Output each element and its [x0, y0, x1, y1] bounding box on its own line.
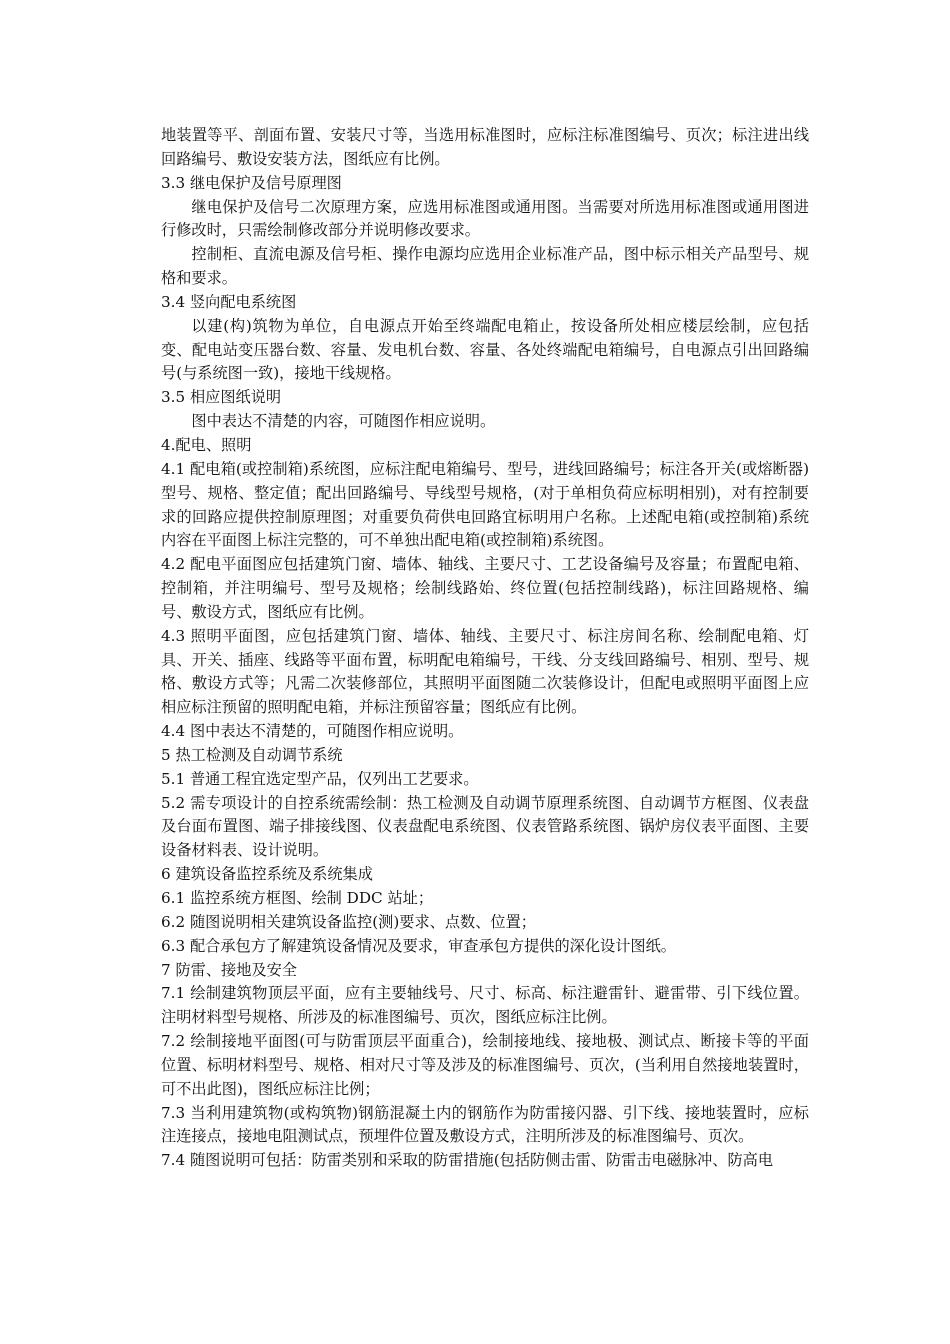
- section-heading: 6 建筑设备监控系统及系统集成: [161, 865, 373, 884]
- paragraph: 继电保护及信号二次原理方案，应选用标准图或通用图。当需要对所选用标准图或通用图进行修改时，只需绘制修改部分并说明修改要求。: [161, 197, 809, 240]
- paragraph: 6.1 监控系统方框图、绘制 DDC 站址；: [161, 889, 434, 907]
- section-heading: 7 防雷、接地及安全: [161, 960, 297, 979]
- paragraph: 以建(构)筑物为单位，自电源点开始至终端配电箱止，按设备所处相应楼层绘制，应包括变、配电站变压器台数、容量、发电机台数、容量、各处终端配电箱编号，自电源点引出回路编号(与系统图一致)，接地干线规格。: [161, 316, 809, 383]
- section-heading: 5 热工检测及自动调节系统: [161, 745, 343, 764]
- paragraph: 4.3 照明平面图，应包括建筑门窗、墙体、轴线、主要尺寸、标注房间名称、绘制配电箱、灯具、开关、插座、线路等平面布置，标明配电箱编号，干线、分支线回路编号、相别、型号、规格、敷设方式等；凡需二次装修部位，其照明平面图随二次装修设计，但配电或照明平面图上应相应标注预留的照明配电箱，并标注预留容量；图纸应有比例。: [161, 626, 809, 717]
- paragraph: 4.1 配电箱(或控制箱)系统图，应标注配电箱编号、型号，进线回路编号；标注各开关(或熔断器)型号、规格、整定值；配出回路编号、导线型号规格，(对于单相负荷应标明相别)，对有控制要求的回路应提供控制原理图；对重要负荷供电回路宜标明用户名称。上述配电箱(或控制箱)系统内容在平面图上标注完整的，可不单独出配电箱(或控制箱)系统图。: [161, 459, 809, 550]
- paragraph: 7.3 当利用建筑物(或构筑物)钢筋混凝土内的钢筋作为防雷接闪器、引下线、接地装置时，应标注连接点，接地电阻测试点，预埋件位置及敷设方式，注明所涉及的标准图编号、页次。: [161, 1103, 809, 1146]
- paragraph: 6.2 随图说明相关建筑设备监控(测)要求、点数、位置；: [161, 912, 536, 931]
- section-heading: 3.3 继电保护及信号原理图: [161, 173, 342, 192]
- paragraph: 7.2 绘制接地平面图(可与防雷顶层平面重合)，绘制接地线、接地极、测试点、断接卡等的平面位置、标明材料型号、规格、相对尺寸等及涉及的标准图编号、页次，(当利用自然接地装置时，可不出此图)，图纸应标注比例；: [161, 1032, 809, 1098]
- paragraph: 4.2 配电平面图应包括建筑门窗、墙体、轴线、主要尺寸、工艺设备编号及容量；布置配电箱、控制箱，并注明编号、型号及规格；绘制线路始、终位置(包括控制线路)，标注回路规格、编号、敷设方式，图纸应有比例。: [161, 555, 809, 621]
- paragraph: 7.4 随图说明可包括：防雷类别和采取的防雷措施(包括防侧击雷、防雷击电磁脉冲、防高电: [161, 1151, 774, 1170]
- paragraph: 地装置等平、剖面布置、安装尺寸等，当选用标准图时，应标注标准图编号、页次；标注进出线回路编号、敷设安装方法，图纸应有比例。: [161, 126, 809, 168]
- paragraph: 6.3 配合承包方了解建筑设备情况及要求，审查承包方提供的深化设计图纸。: [161, 936, 676, 955]
- paragraph: 5.1 普通工程宜选定型产品，仅列出工艺要求。: [161, 769, 479, 788]
- document-page: [161, 124, 809, 1173]
- paragraph: 控制柜、直流电源及信号柜、操作电源均应选用企业标准产品，图中标示相关产品型号、规格和要求。: [161, 245, 809, 288]
- paragraph: 图中表达不清楚的内容，可随图作相应说明。: [191, 412, 496, 431]
- paragraph: 5.2 需专项设计的自控系统需绘制：热工检测及自动调节原理系统图、自动调节方框图、仪表盘及台面布置图、端子排接线图、仪表盘配电系统图、仪表管路系统图、锅炉房仪表平面图、主要设备材料表、设计说明。: [161, 793, 809, 860]
- section-heading: 3.4 竖向配电系统图: [161, 292, 297, 311]
- paragraph: 4.4 图中表达不清楚的，可随图作相应说明。: [161, 722, 464, 741]
- section-heading: 4.配电、照明: [161, 435, 252, 454]
- paragraph: 7.1 绘制建筑物顶层平面，应有主要轴线号、尺寸、标高、标注避雷针、避雷带、引下线位置。注明材料型号规格、所涉及的标准图编号、页次，图纸应标注比例。: [161, 984, 809, 1027]
- section-heading: 3.5 相应图纸说明: [161, 388, 282, 407]
